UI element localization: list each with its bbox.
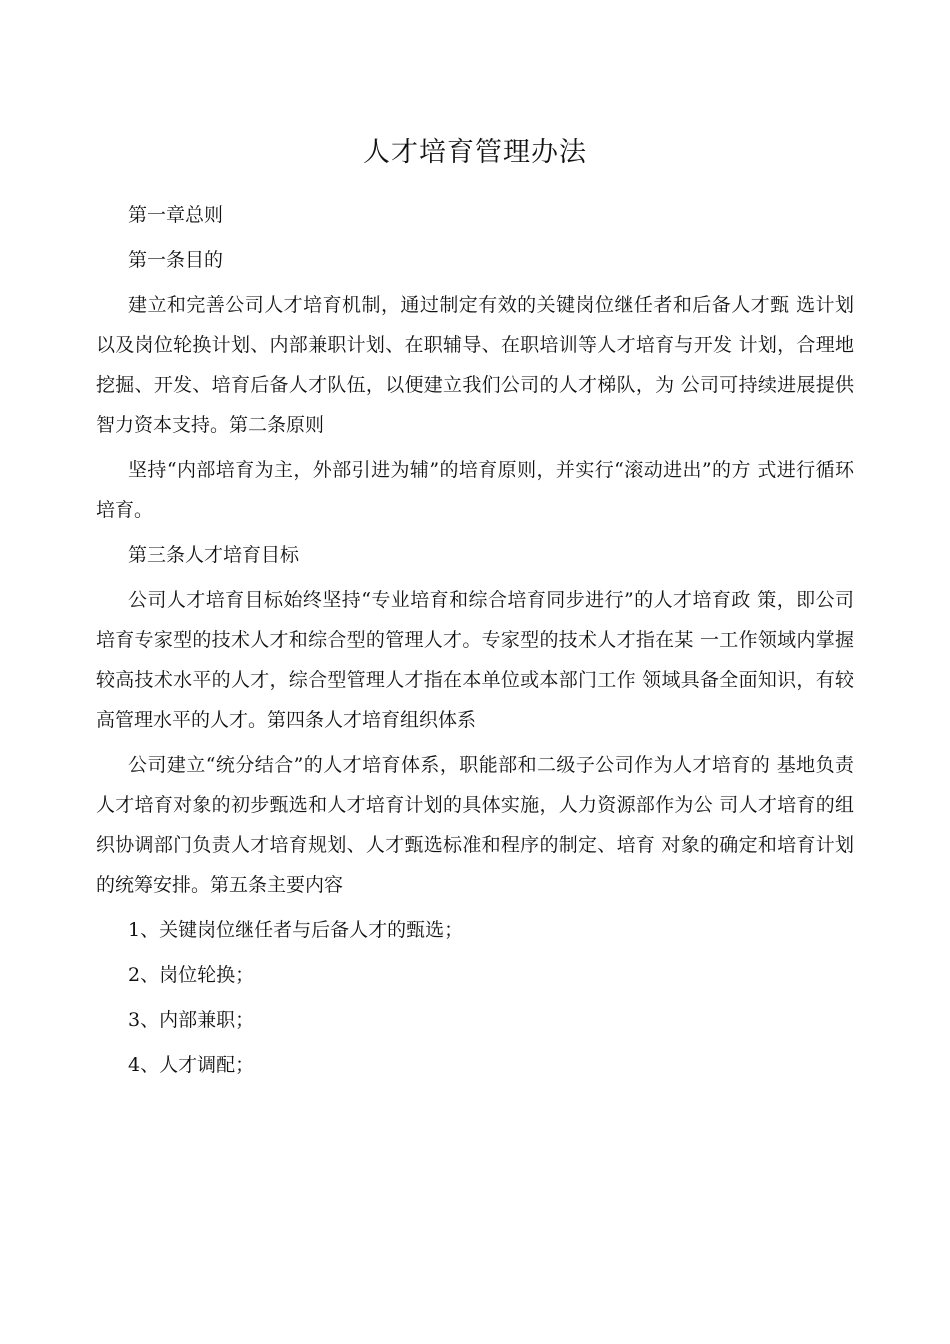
list-item: 2、岗位轮换；: [128, 964, 255, 986]
article-3-paragraph: 公司人才培育目标始终坚持“专业培育和综合培育同步进行”的人才培育政 策，即公司培育专家型的技术人才和综合型的管理人才。专家型的技术人才指在某 一工作领域内掌握较高技术水平的人才，综合型管理人才指在本单位或本部门工作 领域具备全面知识，有较高管理水平的人才。第四条人才培育组织体系: [96, 589, 854, 731]
document-title: 人才培育管理办法: [363, 137, 587, 168]
list-item: 3、内部兼职；: [128, 1009, 255, 1031]
list-item: 4、人才调配；: [128, 1054, 255, 1076]
chapter-heading: 第一章总则: [128, 204, 224, 226]
document-body: [96, 195, 854, 1085]
article-1-paragraph: 建立和完善公司人才培育机制，通过制定有效的关键岗位继任者和后备人才甄 选计划以及岗位轮换计划、内部兼职计划、在职辅导、在职培训等人才培育与开发 计划，合理地挖掘、开发、培育后备人才队伍，以便建立我们公司的人才梯队，为 公司可持续进展提供智力资本支持。第二条原则: [96, 294, 854, 436]
article-4-paragraph: 公司建立“统分结合”的人才培育体系，职能部和二级子公司作为人才培育的 基地负责人才培育对象的初步甄选和人才培育计划的具体实施，人力资源部作为公 司人才培育的组织协调部门负责人才培育规划、人才甄选标准和程序的制定、培育 对象的确定和培育计划的统筹安排。第五条主要内容: [96, 754, 854, 896]
article-3-heading: 第三条人才培育目标: [128, 544, 300, 566]
article-2-paragraph: 坚持“内部培育为主，外部引进为辅”的培育原则，并实行“滚动进出”的方 式进行循环培育。: [96, 459, 854, 521]
list-item: 1、关键岗位继任者与后备人才的甄选；: [128, 919, 464, 941]
article-1-heading: 第一条目的: [128, 249, 224, 271]
